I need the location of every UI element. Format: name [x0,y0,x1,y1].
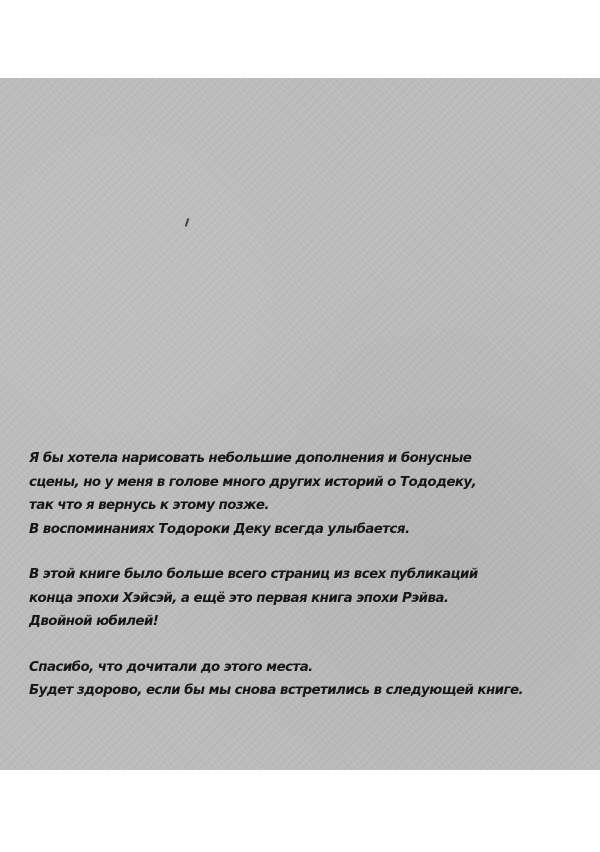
paragraph-2 [29,563,589,634]
text-line: В воспоминаниях Тодороки Деку всегда улыбается. [29,521,410,537]
text-line: Я бы хотела нарисовать небольшие дополнения и бонусные [29,451,472,466]
afterword-text [29,447,589,725]
paragraph-1 [29,447,589,541]
text-line: Двойной юбилей! [29,614,159,629]
text-line: Будет здорово, если бы мы снова встретились в следующей книге. [29,683,524,698]
text-line: Спасибо, что дочитали до этого места. [29,659,313,675]
text-line: сцены, но у меня в голове много других историй о Тододеку, [29,474,477,490]
text-line: В этой книге было больше всего страниц из всех публикаций [29,567,478,582]
text-line: так что я вернусь к этому позже. [29,498,269,513]
ink-speck [185,218,190,227]
paragraph-3 [29,656,589,703]
text-line: конца эпохи Хэйсэй, а ещё это первая книга эпохи Рэйва. [29,590,449,606]
